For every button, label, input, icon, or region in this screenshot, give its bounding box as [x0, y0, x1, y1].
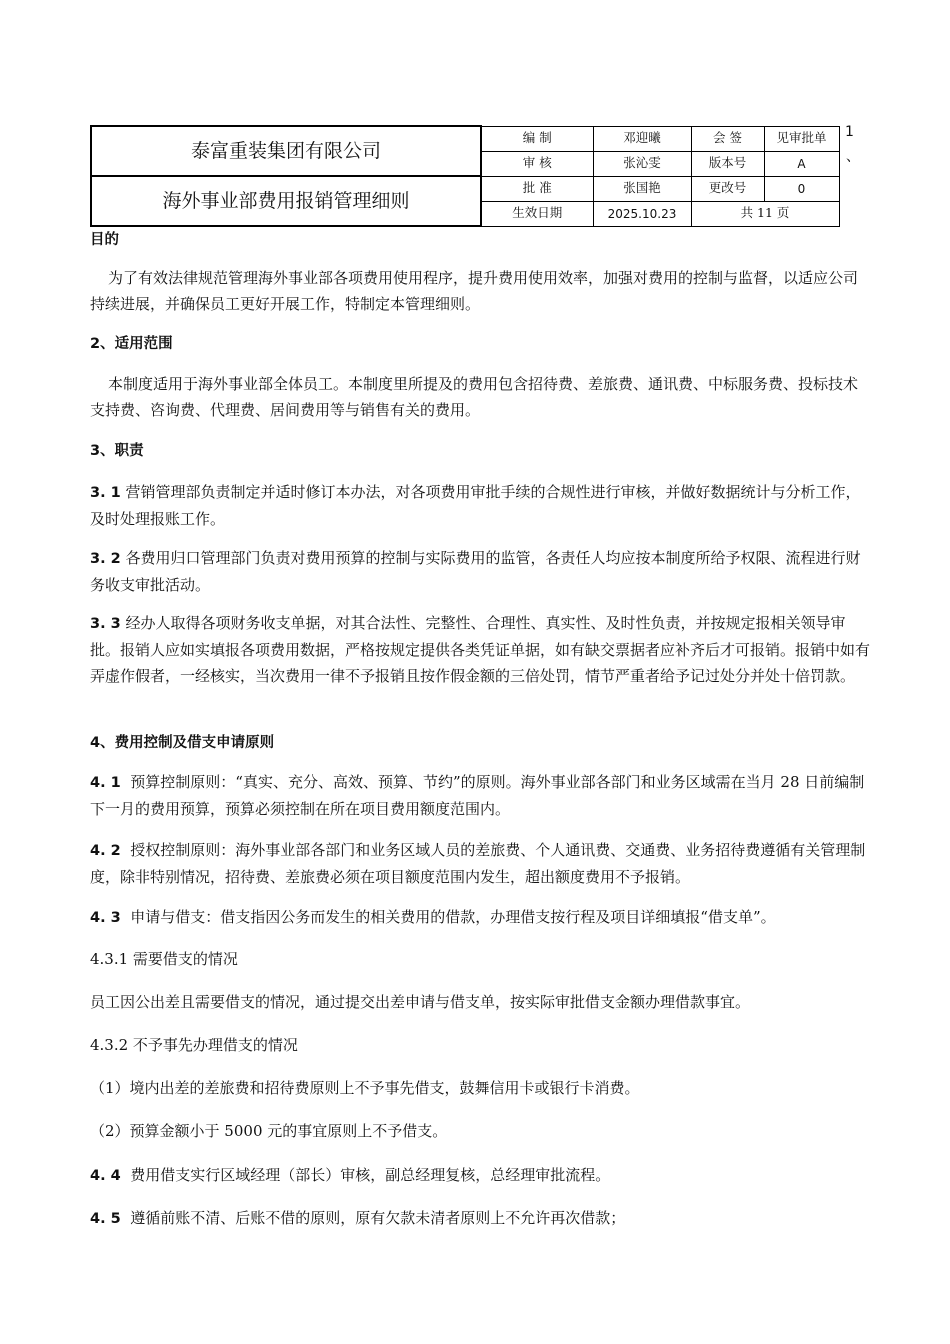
- header-value-change: 0: [764, 176, 839, 201]
- header-label-effective: 生效日期: [481, 201, 593, 226]
- header-value-countersign: 见审批单: [764, 126, 839, 151]
- section-3-2-body: 各费用归口管理部门负责对费用预算的控制与实际费用的监管，各责任人均应按本制度所给予权限、流程进行财务收支审批活动。: [90, 549, 861, 594]
- section-4-3-2-title: 4.3.2 不予事先办理借支的情况: [90, 1036, 298, 1054]
- section-4-5-body: 遵循前账不清、后账不借的原则，原有欠款未清者原则上不允许再次借款；: [130, 1209, 626, 1227]
- header-label-version: 版本号: [691, 151, 764, 176]
- section-3-1: [90, 479, 870, 532]
- document-title: 海外事业部费用报销管理细则: [91, 176, 481, 226]
- section-4-1-number: 4. 1: [90, 775, 121, 791]
- header-label-countersign: 会 签: [691, 126, 764, 151]
- company-name: 泰富重装集团有限公司: [91, 126, 481, 176]
- section-3-2-number: 3. 2: [90, 551, 121, 567]
- section-4-2-number: 4. 2: [90, 843, 121, 859]
- section-3-3-number: 3. 3: [90, 616, 121, 632]
- header-value-effective-date: 2025.10.23: [593, 201, 691, 226]
- section-number-mark: 、: [846, 149, 860, 165]
- section-number-side: 1: [845, 124, 854, 140]
- section-1-title: 目的: [90, 232, 119, 248]
- section-4-5-number: 4. 5: [90, 1211, 121, 1227]
- section-3-1-body: 营销管理部负责制定并适时修订本办法，对各项费用审批手续的合规性进行审核，并做好数据统计与分析工作，及时处理报账工作。: [90, 483, 861, 528]
- section-4-3-1-body: 员工因公出差且需要借支的情况，通过提交出差申请与借支单，按实际审批借支金额办理借款事宜。: [90, 993, 751, 1011]
- document-header-table: [90, 125, 840, 227]
- header-value-approved: 张国艳: [593, 176, 691, 201]
- section-3-3: [90, 610, 870, 689]
- section-3-title: 3、职责: [90, 443, 144, 459]
- section-4-3-2-item-2: （2）预算金额小于 5000 元的事宜原则上不予借支。: [90, 1122, 448, 1140]
- section-4-4: [90, 1162, 870, 1189]
- section-4-1: [90, 769, 870, 822]
- section-3-2: [90, 545, 870, 598]
- header-label-approved: 批 准: [481, 176, 593, 201]
- section-1-body: 为了有效法律规范管理海外事业部各项费用使用程序，提升费用使用效率，加强对费用的控制与监督，以适应公司持续进展，并确保员工更好开展工作，特制定本管理细则。: [90, 269, 859, 313]
- section-4-2: [90, 837, 870, 890]
- header-label-change: 更改号: [691, 176, 764, 201]
- section-3-3-body: 经办人取得各项财务收支单据，对其合法性、完整性、合理性、真实性、及时性负责，并按规定报相关领导审批。报销人应如实填报各项费用数据，严格按规定提供各类凭证单据，如有缺交票据者应补齐后才可报销。报销中如有弄虚作假者，一经核实，当次费用一律不予报销且按作假金额的三倍处罚，情节严重者给予记过处分并处十倍罚款。: [90, 614, 871, 685]
- header-label-reviewed: 审 核: [481, 151, 593, 176]
- section-4-4-number: 4. 4: [90, 1168, 121, 1184]
- section-4-1-body: 预算控制原则：“真实、充分、高效、预算、节约”的原则。海外事业部各部门和业务区域需在当月 28 日前编制下一月的费用预算，预算必须控制在所在项目费用额度范围内。: [90, 773, 865, 818]
- section-4-3-1-title: 4.3.1 需要借支的情况: [90, 950, 238, 968]
- section-4-3-number: 4. 3: [90, 910, 121, 926]
- header-value-reviewed: 张沁雯: [593, 151, 691, 176]
- section-3-1-number: 3. 1: [90, 485, 121, 501]
- section-4-3-body: 申请与借支：借支指因公务而发生的相关费用的借款，办理借支按行程及项目详细填报“借支单”。: [130, 908, 776, 926]
- section-4-3: [90, 904, 870, 931]
- section-4-2-body: 授权控制原则：海外事业部各部门和业务区域人员的差旅费、个人通讯费、交通费、业务招待费遵循有关管理制度，除非特别情况，招待费、差旅费必须在项目额度范围内发生，超出额度费用不予报销。: [90, 841, 866, 886]
- section-4-4-body: 费用借支实行区域经理（部长）审核，副总经理复核，总经理审批流程。: [130, 1166, 611, 1184]
- section-4-5: [90, 1205, 870, 1232]
- section-2-title: 2、适用范围: [90, 336, 173, 352]
- header-value-version: A: [764, 151, 839, 176]
- header-label-prepared: 编 制: [481, 126, 593, 151]
- section-4-title: 4、费用控制及借支申请原则: [90, 735, 275, 751]
- header-page-count: 共 11 页: [691, 201, 839, 226]
- header-value-prepared: 邓迎曦: [593, 126, 691, 151]
- section-4-3-2-item-1: （1）境内出差的差旅费和招待费原则上不予事先借支，鼓舞信用卡或银行卡消费。: [90, 1079, 640, 1097]
- section-2-body: 本制度适用于海外事业部全体员工。本制度里所提及的费用包含招待费、差旅费、通讯费、中标服务费、投标技术支持费、咨询费、代理费、居间费用等与销售有关的费用。: [90, 375, 859, 419]
